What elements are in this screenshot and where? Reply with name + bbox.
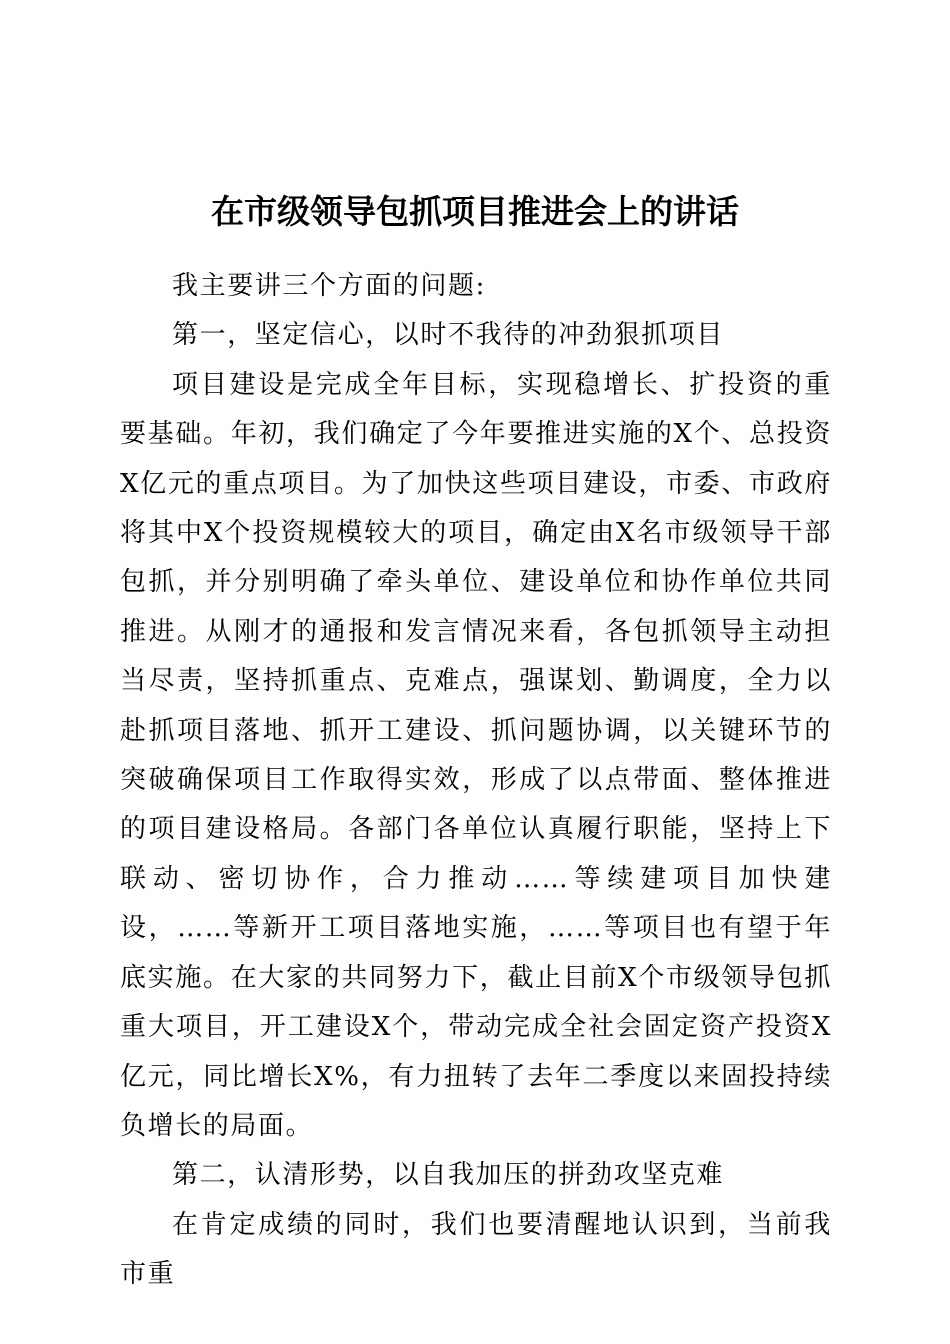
paragraph-section-2: 在肯定成绩的同时，我们也要清醒地认识到，当前我市重 bbox=[120, 1209, 832, 1290]
section-heading-2: 第二，认清形势，以自我加压的拼劲攻坚克难 bbox=[172, 1160, 725, 1191]
section-heading-1: 第一，坚定信心，以时不我待的冲劲狠抓项目 bbox=[172, 320, 725, 351]
paragraph-intro: 我主要讲三个方面的问题: bbox=[172, 271, 486, 301]
paragraph-section-1: 项目建设是完成全年目标，实现稳增长、扩投资的重要基础。年初，我们确定了今年要推进实施的X个、总投资X亿元的重点项目。为了加快这些项目建设，市委、市政府将其中X个投资规模较大的项目，确定由X名市级领导干部包抓，并分别明确了牵头单位、建设单位和协作单位共同推进。从刚才的通报和发言情况来看，各包抓领导主动担当尽责，坚持抓重点、克难点，强谋划、勤调度，全力以赴抓项目落地、抓开工建设、抓问题协调，以关键环节的突破确保项目工作取得实效，形成了以点带面、整体推进的项目建设格局。各部门各单位认真履行职能，坚持上下联动、密切协作，合力推动……等续建项目加快建设，……等新开工项目落地实施，……等项目也有望于年底实施。在大家的共同努力下，截止目前X个市级领导包抓重大项目，开工建设X个，带动完成全社会固定资产投资X亿元，同比增长X%，有力扭转了去年二季度以来固投持续负增长的局面。 bbox=[120, 369, 832, 1141]
document-title: 在市级领导包抓项目推进会上的讲话 bbox=[211, 192, 739, 231]
document-body bbox=[120, 262, 832, 1300]
